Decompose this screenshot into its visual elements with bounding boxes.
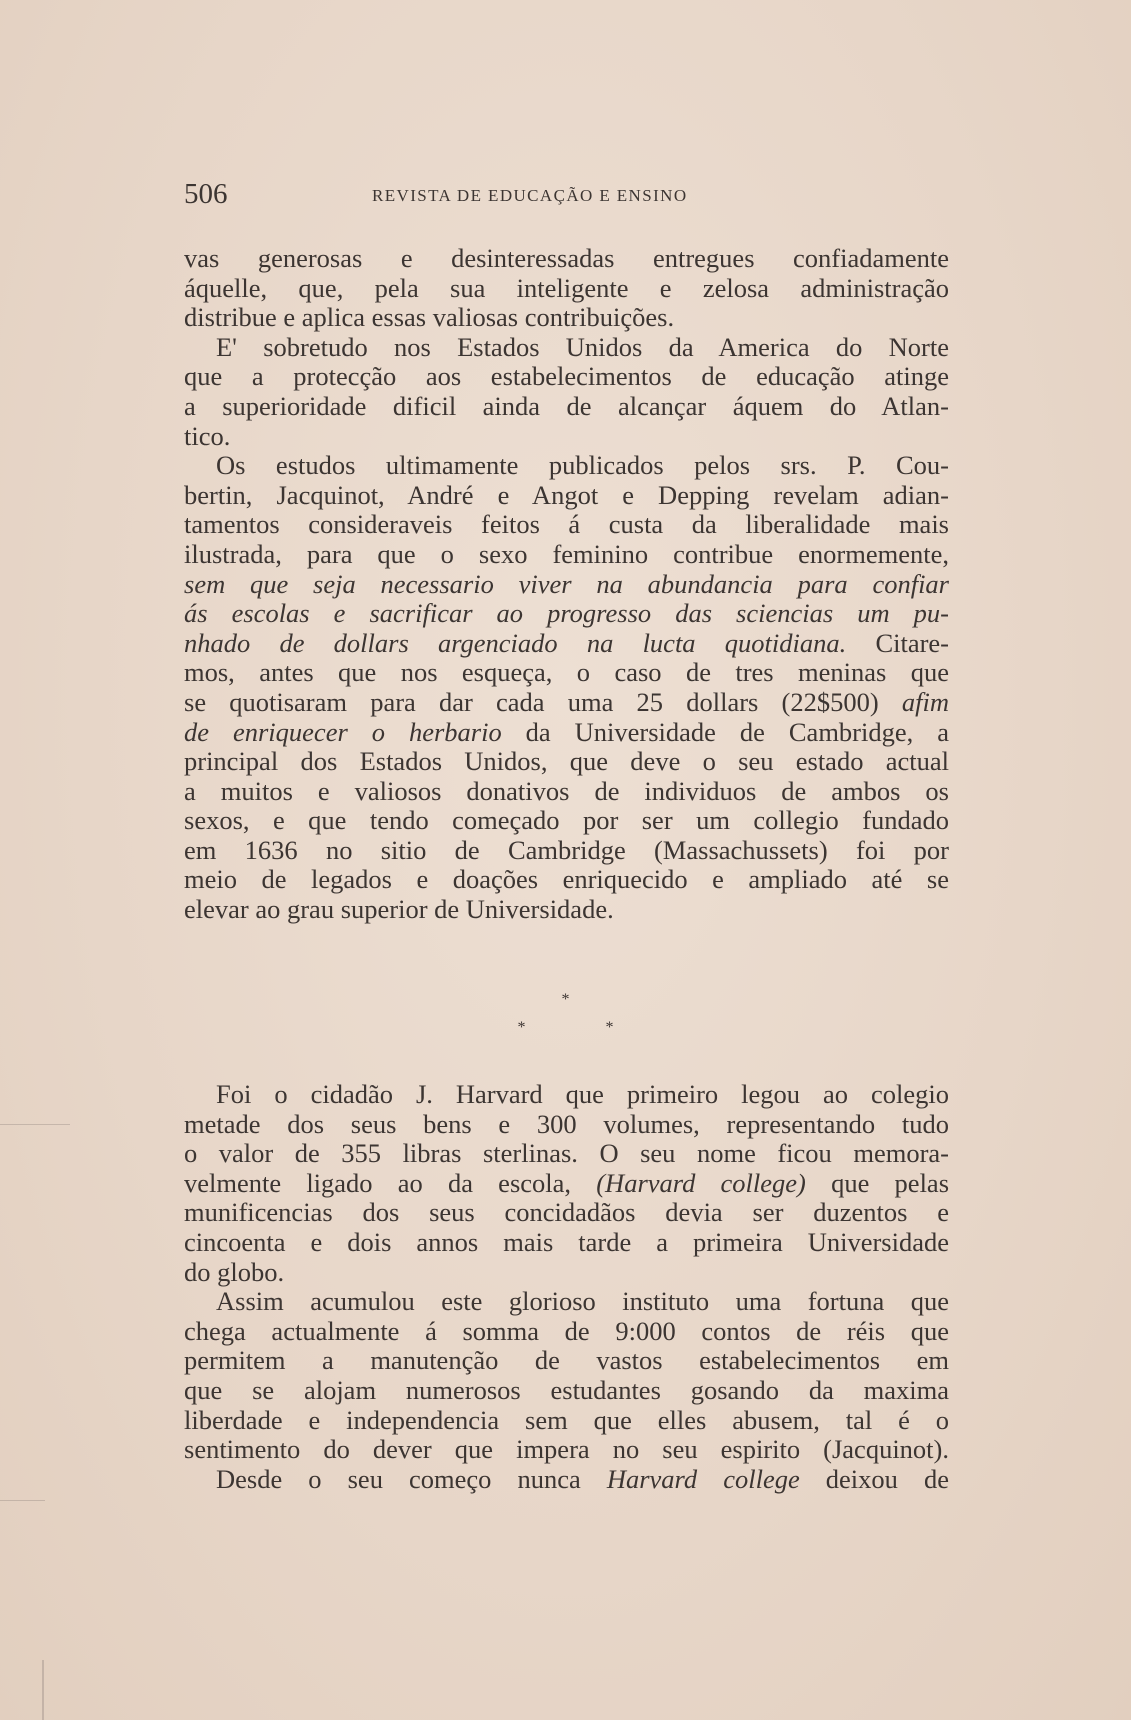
text-line: sentimento do dever que impera no seu espirito (Jacquinot). xyxy=(184,1434,949,1465)
text-line: principal dos Estados Unidos, que deve o seu estado actual xyxy=(184,746,949,777)
text-block-2 xyxy=(184,1080,949,1494)
text-line: chega actualmente á somma de 9:000 contos de réis que xyxy=(184,1315,949,1346)
text-line: metade dos seus bens e 300 volumes, representando tudo xyxy=(184,1108,949,1139)
text-line: E' sobretudo nos Estados Unidos da America do Norte xyxy=(216,331,949,362)
italic-text: Harvard college xyxy=(606,1463,800,1494)
text-line xyxy=(184,1169,949,1199)
italic-text: ás escolas e sacrificar ao progresso das sciencias um pu- xyxy=(184,598,949,629)
text-line: que a protecção aos estabelecimentos de educação atinge xyxy=(184,361,949,392)
text-line: bertin, Jacquinot, André e Angot e Depping revelam adian- xyxy=(184,479,949,510)
text-fragment: deixou de xyxy=(825,1463,950,1494)
asterisk-bottom: * * xyxy=(517,1019,652,1036)
text-line: do globo. xyxy=(184,1256,285,1287)
text-line: a superioridade dificil ainda de alcançar áquem do Atlan- xyxy=(184,390,949,421)
text-line: Os estudos ultimamente publicados pelos srs. P. Cou- xyxy=(216,450,949,481)
text-line: meio de legados e doações enriquecido e ampliado até se xyxy=(184,864,949,895)
text-line: Assim acumulou este glorioso instituto uma fortuna que xyxy=(216,1286,949,1317)
text-line xyxy=(184,570,949,600)
text-line: permitem a manutenção de vastos estabelecimentos em xyxy=(184,1345,949,1376)
text-line: Foi o cidadão J. Harvard que primeiro legou ao colegio xyxy=(216,1079,949,1109)
running-title: REVISTA DE EDUCAÇÃO E ENSINO xyxy=(372,186,688,205)
text-fragment: Desde o seu começo nunca xyxy=(216,1463,581,1494)
page-number: 506 xyxy=(184,178,228,210)
page-header xyxy=(184,178,964,218)
paper-crease-mark xyxy=(0,1124,70,1125)
text-fragment: que pelas xyxy=(831,1167,950,1198)
asterisk-top: * xyxy=(561,991,570,1008)
text-line xyxy=(184,599,949,629)
italic-text: de enriquecer o herbario xyxy=(184,716,502,747)
paper-crease-mark xyxy=(0,1500,45,1501)
italic-text: sem que seja necessario viver na abundancia para confiar xyxy=(184,568,949,599)
text-block-1 xyxy=(184,244,949,925)
text-fragment: se quotisaram para dar cada uma 25 dollars (22$500) xyxy=(184,686,879,717)
text-line: liberdade e independencia sem que elles abusem, tal é o xyxy=(184,1404,949,1435)
text-line: vas generosas e desinteressadas entregues confiadamente xyxy=(184,243,949,273)
text-line: mos, antes que nos esqueça, o caso de tres meninas que xyxy=(184,657,949,688)
text-line: a muitos e valiosos donativos de individuos de ambos os xyxy=(184,775,949,806)
text-line: áquelle, que, pela sua inteligente e zelosa administração xyxy=(184,272,949,303)
text-line: ilustrada, para que o sexo feminino contribue enormemente, xyxy=(184,538,949,569)
text-fragment: da Universidade de Cambridge, a xyxy=(525,716,949,747)
text-line: sexos, e que tendo começado por ser um collegio fundado xyxy=(184,805,949,836)
text-line: tico. xyxy=(184,420,231,451)
italic-text: afim xyxy=(901,686,949,717)
text-line: cincoenta e dois annos mais tarde a primeira Universidade xyxy=(184,1226,949,1257)
text-line: que se alojam numerosos estudantes gosando da maxima xyxy=(184,1374,949,1405)
italic-text: (Harvard college) xyxy=(596,1167,806,1198)
text-line: distribue e aplica essas valiosas contribuições. xyxy=(184,302,675,333)
text-line xyxy=(184,688,949,718)
italic-text: nhado de dollars argenciado na lucta quotidiana. xyxy=(184,627,847,658)
text-line: elevar ao grau superior de Universidade. xyxy=(184,894,614,925)
text-line: munificencias dos seus concidadãos devia ser duzentos e xyxy=(184,1197,949,1228)
section-separator xyxy=(0,986,1131,1042)
text-line: em 1636 no sitio de Cambridge (Massachussets) foi por xyxy=(184,834,949,865)
text-line: tamentos consideraveis feitos á custa da liberalidade mais xyxy=(184,509,949,540)
text-fragment: Citare- xyxy=(875,627,950,658)
text-fragment: velmente ligado ao da escola, xyxy=(184,1167,572,1198)
paper-edge-mark xyxy=(42,1660,44,1720)
text-line xyxy=(184,1465,949,1495)
text-line: o valor de 355 libras sterlinas. O seu nome ficou memora- xyxy=(184,1138,949,1169)
text-line xyxy=(184,629,949,659)
text-line xyxy=(184,718,949,748)
